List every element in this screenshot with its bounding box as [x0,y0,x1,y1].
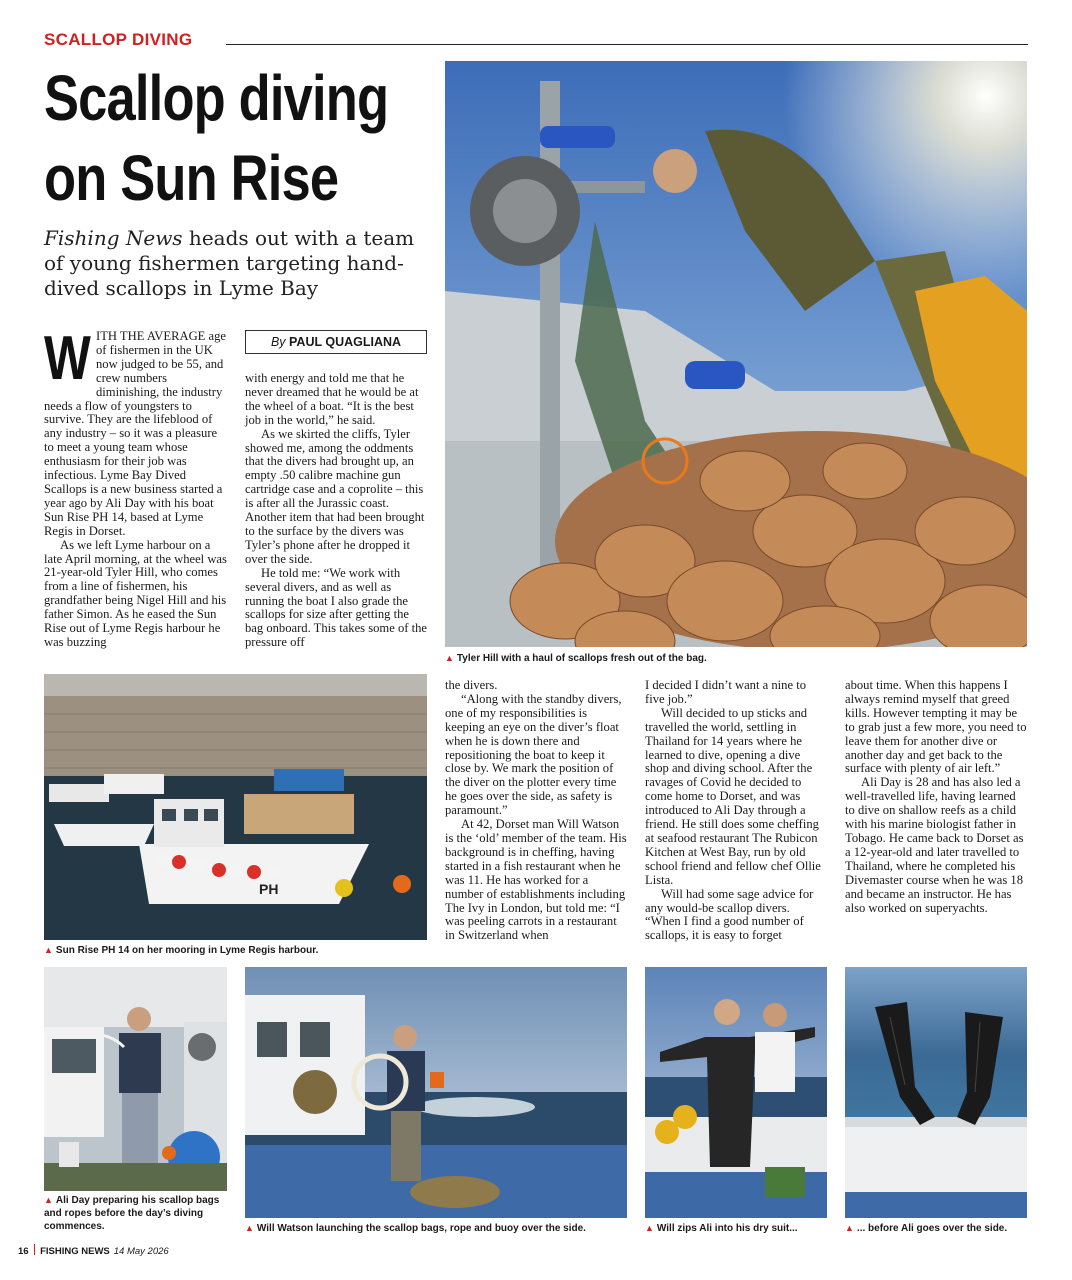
article-column-3 [445,679,627,943]
footer-divider [34,1244,36,1255]
headline [44,58,389,218]
caption-arrow-icon: ▲ [44,945,53,955]
drysuit-photo [645,967,827,1218]
caption-ali: ▲ Ali Day preparing his scallop bags and ropes before the day’s diving commences. [44,1195,220,1232]
caption-arrow-icon: ▲ [445,653,454,663]
standfirst [44,226,424,301]
main-photo-scallops [445,61,1027,647]
paragraph: As we skirted the cliffs, Tyler showed me, among the oddments that the divers had brought up, an empty .50 calibre machine gun cartridge case and a coprolite – this is after all the Jurassic coast. Another item that had been brought to the surface by the divers was Tyler’s phone after he dropped it over the side. [245,426,425,566]
article-column-1 [44,324,228,650]
page-number: 16 [18,1246,29,1257]
paragraph: He told me: “We work with several divers, and as well as running the boat I also grade the scallops for size after getting the bag onboard. This takes some of the pressure off [245,565,427,650]
boat-registration-label: PH [259,881,279,897]
paragraph: Ali Day is 28 and has also led a well-travelled life, having learned to dive on shallow reefs as a child with his marine biologist father in Tobago. He came back to Dorset as a 12-year-old and later travelled to Thailand, where he completed his Divemaster course when he was 18 and became an instructor. He has also worked on superyachts. [845,775,1024,915]
paragraph: the divers. [445,678,498,692]
byline [245,330,427,354]
section-header [44,30,1028,52]
paragraph: At 42, Dorset man Will Watson is the ‘old’ member of the team. His background is in cheffing, having started in a fish restaurant when he was 11. He has worked for a number of establishments including The Ivy in London, but told me: “I was peeling carrots in a restaurant in Switzerland when [445,817,627,943]
headline-line-2: on Sun Rise [44,142,339,214]
caption-arrow-icon: ▲ [245,1223,254,1233]
caption-drysuit: ▲ Will zips Ali into his dry suit... [645,1223,798,1234]
paragraph: about time. When this happens I always remind myself that greed kills. However tempting it may be to grab just a few more, you need to leave them for another dive or another day and get back to the surface with plenty of air left.” [845,678,1027,776]
caption-arrow-icon: ▲ [44,1195,53,1205]
caption-arrow-icon: ▲ [845,1223,854,1233]
caption-arrow-icon: ▲ [645,1223,654,1233]
section-label: SCALLOP DIVING [44,30,193,49]
ali-ropes-photo [44,967,227,1191]
byline-by: By [270,335,286,349]
paragraph: Will decided to up sticks and travelled the world, settling in Thailand for 14 years where he learned to dive, opening a dive shop and diving school. After the ravages of Covid he decided to come home to Dorset, and was introduced to Ali Day through a friend. He still does some cheffing at seafood restaurant The Rubicon Kitchen at West Bay, run by old school friend and fellow chef Ollie Lista. [645,705,821,887]
paragraph: with energy and told me that he never dreamed that he would be at the wheel of a boat. “It is the best job in the world,” he said. [245,371,419,427]
byline-name: PAUL QUAGLIANA [289,335,402,349]
paragraph: As we left Lyme harbour on a late April morning, at the wheel was 21-year-old Tyler Hill, who comes from a line of fishermen, his grandfather being Nigel Hill and his father Simon. As he eased the Sun Rise out of Lyme Regis harbour he was buzzing [44,537,227,649]
caption-main: ▲ Tyler Hill with a haul of scallops fresh out of the bag. [445,653,707,664]
fins-photo [845,967,1027,1218]
footer-date: 14 May 2026 [113,1246,169,1257]
article-column-2 [245,372,427,650]
caption-will: ▲ Will Watson launching the scallop bags, rope and buoy over the side. [245,1223,586,1234]
paragraph: Will had some sage advice for any would-be scallop divers. “When I find a good number of scallops, it is easy to forget [645,886,814,943]
standfirst-text: heads out with a team of young fishermen targeting hand-dived scallops in Lyme Bay [44,226,415,300]
article-column-5 [845,679,1028,915]
footer-publication: FISHING NEWS [40,1246,110,1257]
section-rule [226,44,1028,45]
harbour-photo [44,674,427,940]
headline-line-1: Scallop diving [44,62,389,134]
paragraph: “Along with the standby divers, one of my responsibilities is keeping an eye on the diver’s float when he is down there and repositioning the boat to keep it close by. We mark the position of the diver on the plotter every time he goes over the side, as safety is paramount.” [445,691,622,818]
paragraph: I decided I didn’t want a nine to five job.” [645,678,806,706]
dropcap: W [44,324,91,393]
caption-fins: ▲ ... before Ali goes over the side. [845,1223,1008,1234]
caption-harbour: ▲ Sun Rise PH 14 on her mooring in Lyme Regis harbour. [44,945,319,956]
article-column-4 [645,679,827,943]
standfirst-publication: Fishing News [44,226,183,250]
page-footer [18,1244,169,1258]
paragraph: ITH THE AVERAGE age of fishermen in the UK now judged to be 55, and crew numbers diminishing, the industry needs a flow of youngsters to survive. They are the lifeblood of any industry – so it was a pleasure to meet a young team whose enthusiasm for their job was infectious. Lyme Bay Dived Scallops is a new business started a year ago by Ali Day with his boat Sun Rise PH 14, based at Lyme Regis in Dorset. [44,329,227,538]
will-launching-photo [245,967,627,1218]
